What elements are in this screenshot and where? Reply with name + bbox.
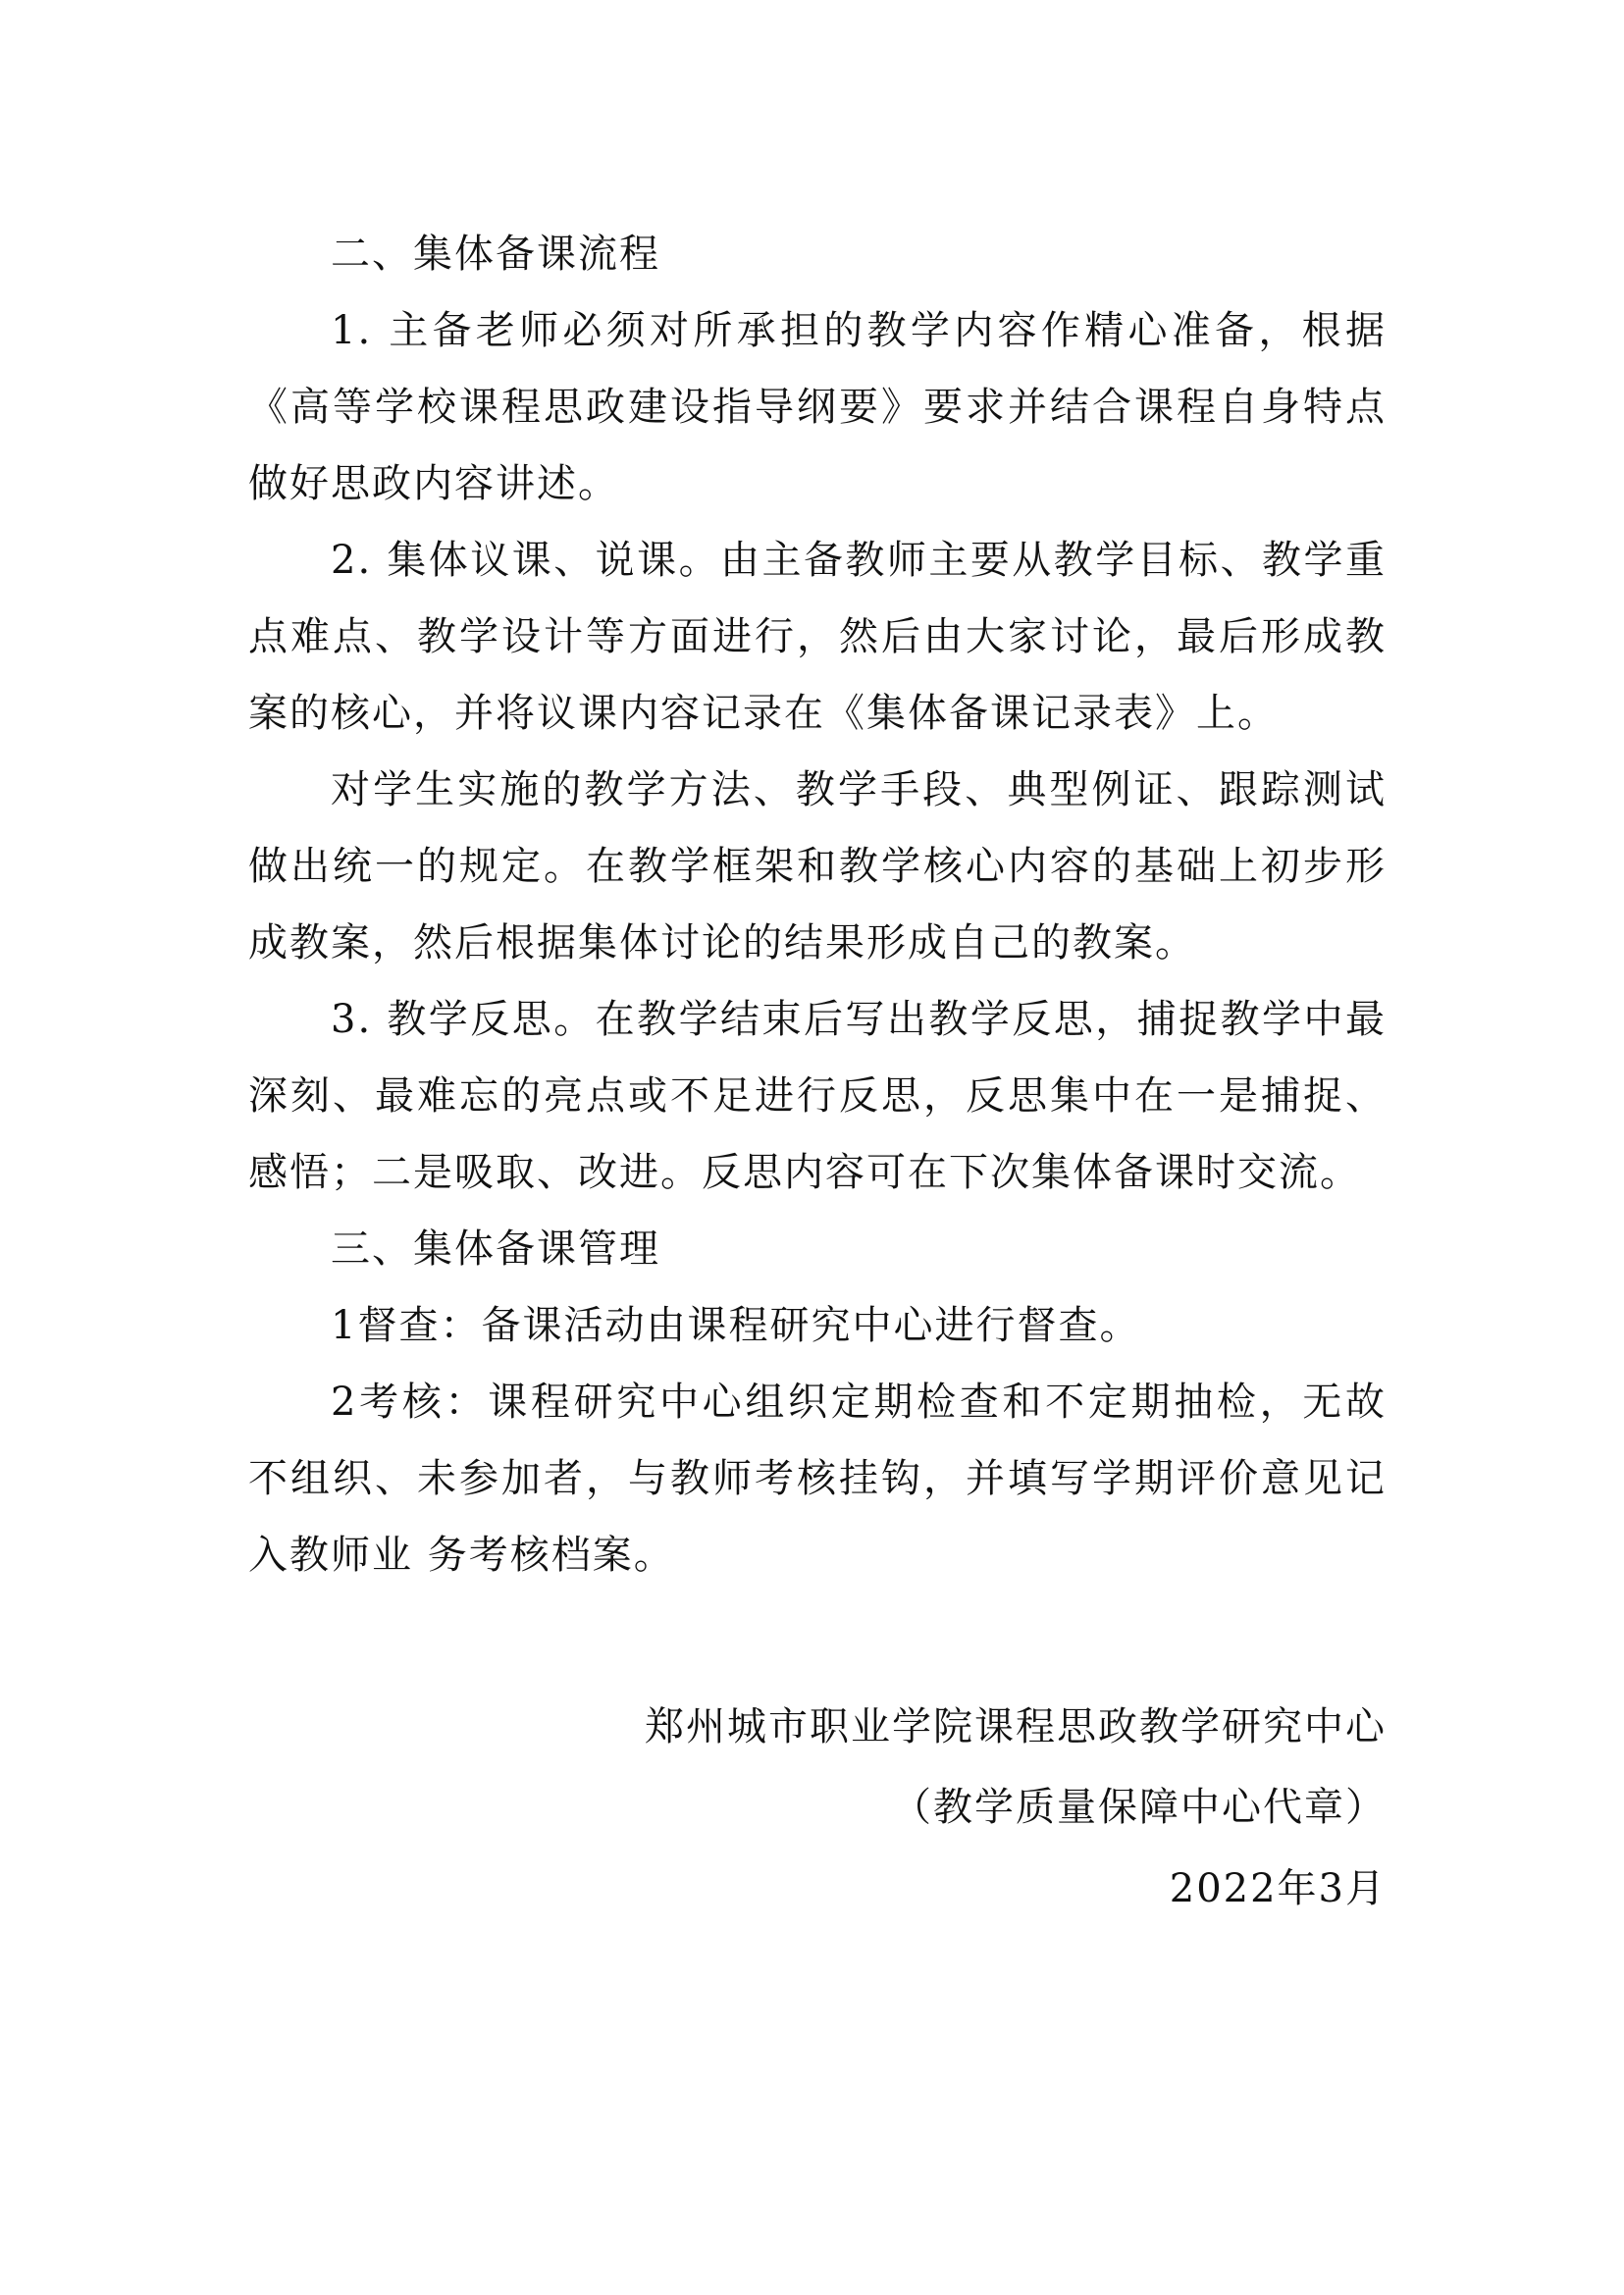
paragraph-step-2: 2. 集体议课、说课。由主备教师主要从教学目标、教学重点难点、教学设计等方面进行，然后由大家讨论，最后形成教案的核心，并将议课内容记录在《集体备课记录表》上。 xyxy=(248,538,1387,736)
signature-organization: 郑州城市职业学院课程思政教学研究中心 xyxy=(645,1704,1387,1749)
paragraph-supervision: 1督查：备课活动由课程研究中心进行督查。 xyxy=(331,1303,1141,1348)
section-heading-management: 三、集体备课管理 xyxy=(331,1226,660,1272)
section-heading-process: 二、集体备课流程 xyxy=(331,232,660,277)
paragraph-step-2-detail: 对学生实施的教学方法、教学手段、典型例证、跟踪测试做出统一的规定。在教学框架和教学核心内容的基础上初步形成教案，然后根据集体讨论的结果形成自己的教案。 xyxy=(248,767,1387,965)
paragraph-assessment: 2考核：课程研究中心组织定期检查和不定期抽检，无故不组织、未参加者，与教师考核挂钩，并填写学期评价意见记入教师业 务考核档案。 xyxy=(248,1380,1387,1578)
signature-seal-note: （教学质量保障中心代章） xyxy=(892,1785,1387,1830)
paragraph-step-1: 1. 主备老师必须对所承担的教学内容作精心准备，根据《高等学校课程思政建设指导纲要》要求并结合课程自身特点做好思政内容讲述。 xyxy=(248,308,1387,506)
signature-date: 2022年3月 xyxy=(1169,1866,1387,1911)
paragraph-step-3: 3. 教学反思。在教学结束后写出教学反思，捕捉教学中最深刻、最难忘的亮点或不足进行反思，反思集中在一是捕捉、感悟；二是吸取、改进。反思内容可在下次集体备课时交流。 xyxy=(248,997,1387,1195)
document-body xyxy=(248,216,1387,1593)
